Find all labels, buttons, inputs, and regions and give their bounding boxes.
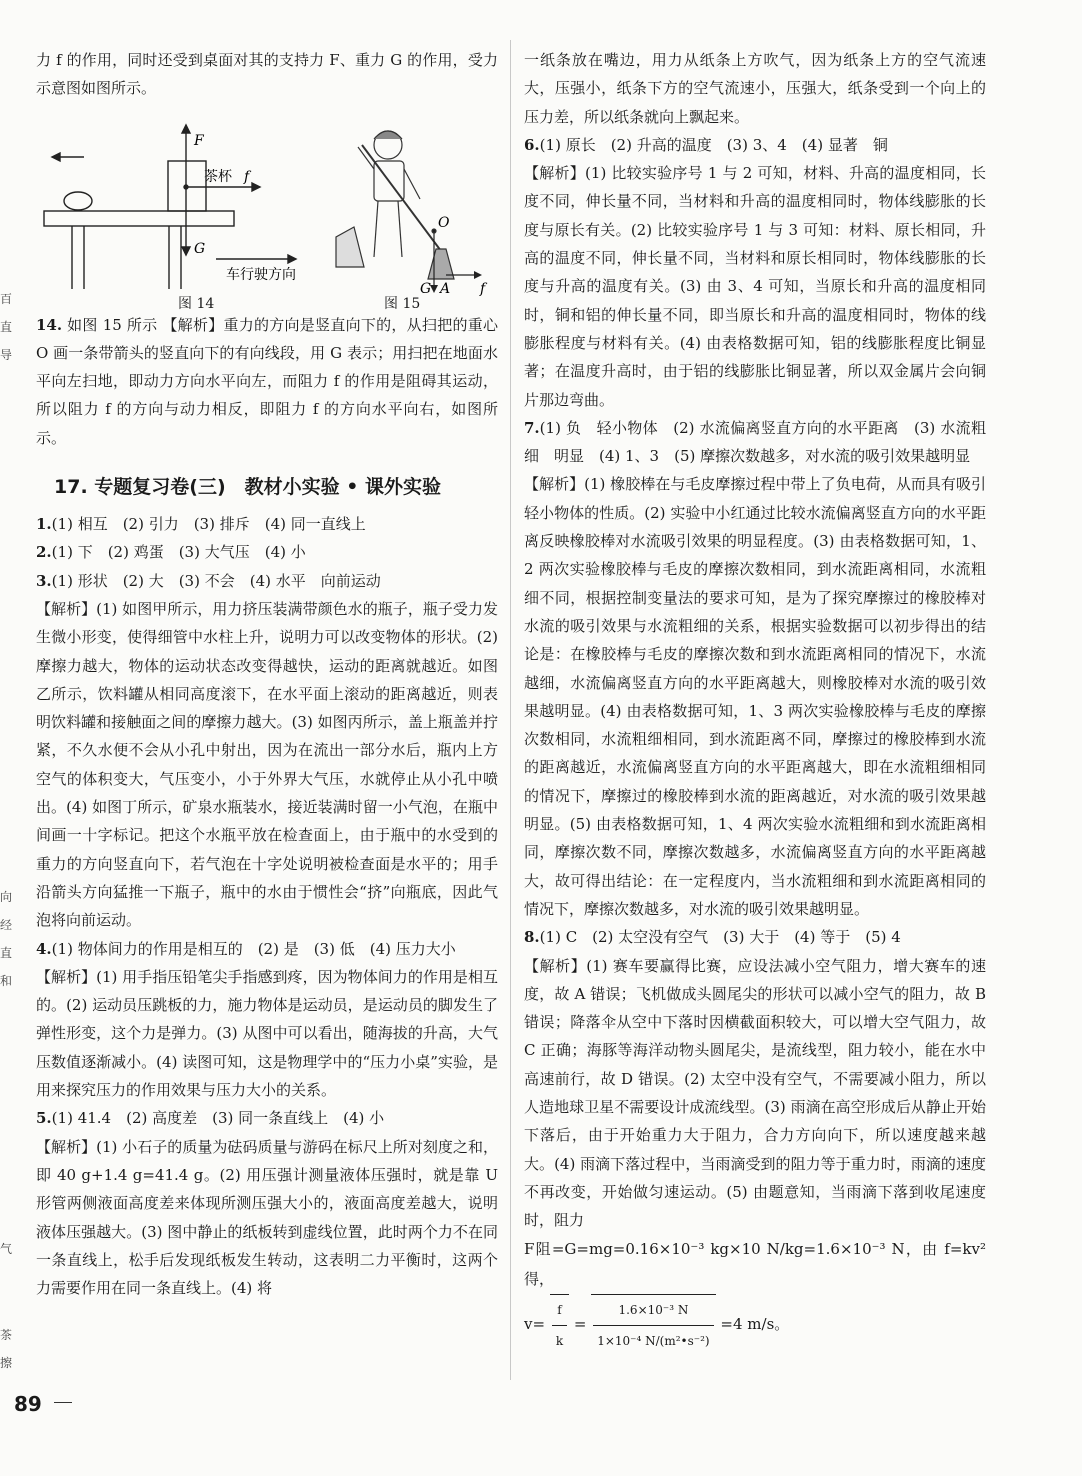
answer-text: 如图 15 所示 【解析】重力的方向是竖直向下的，从扫把的重心 O 画一条带箭头的竖直向下的有向线段，用 G 表示；用扫把在地面水平向左扫地，即动力方向水平向左，而阻力 f 的作用是阻碍其运动，所以阻力 f 的方向与动力相反，即阻力 f 的方向水平向右，如图所示。 bbox=[36, 315, 498, 447]
egg-icon bbox=[64, 192, 92, 210]
margin-char: 直 bbox=[0, 320, 13, 334]
margin-char: 向 bbox=[0, 890, 13, 904]
label-A: A bbox=[440, 280, 451, 297]
fraction bbox=[552, 1295, 567, 1356]
formula-lhs: v= bbox=[524, 1315, 546, 1334]
margin-char: 百 bbox=[0, 292, 13, 306]
sqrt-symbol bbox=[550, 1294, 569, 1356]
margin-char: 擦 bbox=[0, 1356, 13, 1370]
fraction-numerator: f bbox=[552, 1295, 567, 1326]
answer-3 bbox=[36, 567, 498, 595]
dustpan-icon bbox=[336, 227, 364, 267]
figure-14-15 bbox=[36, 109, 498, 309]
answer-text: (1) 41.4 (2) 高度差 (3) 同一条直线上 (4) 小 bbox=[51, 1109, 385, 1128]
answer-2 bbox=[36, 538, 498, 566]
intro-text: 力 f 的作用，同时还受到桌面对其的支持力 F、重力 G 的作用，受力示意图如图所示。 bbox=[36, 51, 498, 98]
question-number: 7. bbox=[524, 418, 540, 437]
fraction-numerator: 1.6×10⁻³ N bbox=[593, 1295, 713, 1326]
question-number: 5. bbox=[36, 1109, 52, 1128]
margin-char: 气 bbox=[0, 1242, 13, 1256]
answer-text: (1) 相互 (2) 引力 (3) 排斥 (4) 同一直线上 bbox=[51, 515, 366, 534]
answer-7 bbox=[524, 414, 986, 471]
label-direction: 车行驶方向 bbox=[226, 266, 296, 283]
analysis-8: 【解析】(1) 赛车要赢得比赛，应设法减小空气阻力，增大赛车的速度，故 A 错误；飞机做成头圆尾尖的形状可以减小空气的阻力，故 B 错误；降落伞从空中下落时因横截面积较大，可以增大空气阻力，故 C 正确；海豚等海洋动物头圆尾尖，是流线型，阻力较小，能在水中高速前行，故 D 错误。(2) 太空中没有空气，不需要减小阻力，所以人造地球卫星不需要设计成流线型。(3) 雨滴在高空形成后从静止开始下落后，由于开始重力大于阻力，合力方向向下，所以速度越来越大。(4) 雨滴下落过程中，当雨滴受到的阻力等于重力时，雨滴的速度不再改变，开始做匀速运动。(5) 由题意知，当雨滴下落到收尾速度时，阻力 bbox=[524, 956, 986, 1230]
analysis-3: 【解析】(1) 如图甲所示，用力挤压装满带颜色水的瓶子，瓶子受力发生微小形变，使得细管中水柱上升，说明力可以改变物体的形状。(2) 摩擦力越大，物体的运动状态改变得越快，运动的距离就越近。如图乙所示，饮料罐从相同高度滚下，在水平面上滚动的距离越近，则表明饮料罐和接触面之间的摩擦力越大。(3) 如图丙所示，盖上瓶盖并拧紧，不久水便不会从小孔中射出，因为在流出一部分水后，瓶内上方空气的体积变大，气压变小，小于外界大气压，水就停止从小孔中喷出。(4) 如图丁所示，矿泉水瓶装水，接近装满时留一小气泡，在瓶中间画一十字标记。把这个水瓶平放在检查面上，由于瓶中的水受到的重力的方向竖直向下，若气泡在十字处说明被检查面是水平的；用手沿箭头方向猛推一下瓶子，瓶中的水由于惯性会“挤”向瓶底，因此气泡将向前运动。 bbox=[36, 599, 498, 930]
fraction-denominator: k bbox=[555, 1334, 564, 1349]
right-column bbox=[524, 46, 986, 1356]
label-f15: f bbox=[480, 280, 486, 297]
question-number: 4. bbox=[36, 939, 52, 958]
question-number: 14. bbox=[36, 315, 63, 334]
answer-6 bbox=[524, 131, 986, 159]
answer-1 bbox=[36, 510, 498, 538]
page-number: 89 bbox=[14, 1392, 42, 1416]
figures bbox=[36, 109, 498, 312]
fraction-denominator: 1×10⁻⁴ N/(m²•s⁻²) bbox=[597, 1334, 710, 1349]
column-divider bbox=[510, 40, 511, 1380]
margin-char: 直 bbox=[0, 946, 13, 960]
answer-8 bbox=[524, 923, 986, 951]
figure-15-caption: 图 15 bbox=[384, 295, 421, 312]
figure-15 bbox=[336, 131, 482, 293]
table-top bbox=[44, 211, 234, 226]
sqrt-symbol bbox=[591, 1294, 715, 1356]
question-number: 1. bbox=[36, 515, 52, 534]
label-F: F bbox=[194, 132, 204, 149]
analysis-7: 【解析】(1) 橡胶棒在与毛皮摩擦过程中带上了负电荷，从而具有吸引轻小物体的性质。(2) 实验中小红通过比较水流偏离竖直方向的水平距离反映橡胶棒对水流吸引效果的明显程度。(3) 由表格数据可知，1、2 两次实验橡胶棒与毛皮的摩擦次数相同，到水流距离相同，水流粗细不同，根据控制变量法的要求可知，是为了探究摩擦过的橡胶棒对水流的吸引效果与水流粗细的关系，根据实验数据可以初步得出的结论是：在橡胶棒与毛皮的摩擦次数和到水流距离相同的情况下，水流越细，水流偏离竖直方向的水平距离越大，则橡胶棒对水流的吸引效果越明显。(4) 由表格数据可知，1、3 两次实验橡胶棒与毛皮的摩擦次数相同，水流粗细相同，到水流距离不同，摩擦过的橡胶棒到水流的距离越近，水流偏离竖直方向的水平距离越大，即在水流粗细相同的情况下，摩擦过的橡胶棒到水流的距离越近，对水流的吸引效果越明显。(5) 由表格数据可知，1、4 两次实验水流粗细和到水流距离相同，摩擦次数不同，摩擦次数越多，水流偏离竖直方向的水平距离越大，故可得出结论：在一定程度内，当水流粗细和到水流距离相同的情况下，摩擦次数越多，对水流的吸引效果越明显。 bbox=[524, 475, 986, 918]
formula-line-2: v= $\frac{f}{k}$ = $\frac{\text{1.6×10⁻³ N}}{\text{1×10⁻⁴ N/(m²•s⁻²)}}$ =4 m/s。 bbox=[524, 1294, 986, 1356]
margin-char: 经 bbox=[0, 918, 13, 932]
answer-text: (1) 物体间力的作用是相互的 (2) 是 (3) 低 (4) 压力大小 bbox=[51, 939, 456, 958]
section-title: 17. 专题复习卷(三) 教材小实验 • 课外实验 bbox=[54, 476, 442, 499]
formula-rhs: =4 m/s。 bbox=[720, 1315, 790, 1334]
left-column bbox=[36, 46, 498, 1302]
analysis-4: 【解析】(1) 用手指压铅笔尖手指感到疼，因为物体间力的作用是相互的。(2) 运动员压跳板的力，施力物体是运动员，是运动员的脚发生了弹性形变，这个力是弹力。(3) 从图中可以看出，随海拔的升高，大气压数值逐渐减小。(4) 读图可知，这是物理学中的“压力小桌”实验，是用来探究压力的作用效果与压力大小的关系。 bbox=[36, 967, 498, 1100]
question-number: 6. bbox=[524, 135, 540, 154]
answer-text: (1) 原长 (2) 升高的温度 (3) 3、4 (4) 显著 铜 bbox=[539, 135, 888, 154]
figure-14 bbox=[44, 125, 296, 289]
broom-handle bbox=[362, 145, 444, 255]
label-G15: G bbox=[420, 280, 432, 297]
question-number: 2. bbox=[36, 543, 52, 562]
page-number-dash bbox=[54, 1402, 72, 1403]
answer-text: (1) C (2) 太空没有空气 (3) 大于 (4) 等于 (5) 4 bbox=[539, 928, 901, 947]
answer-5 bbox=[36, 1104, 498, 1132]
arrowhead-icon bbox=[52, 153, 60, 161]
continued-text: 一纸条放在嘴边，用力从纸条上方吹气，因为纸条上方的空气流速大，压强小，纸条下方的空气流速小，压强大，纸条受到一个向上的压力差，所以纸条就向上飘起来。 bbox=[524, 51, 986, 126]
answer-text: (1) 形状 (2) 大 (3) 不会 (4) 水平 向前运动 bbox=[51, 571, 381, 590]
question-number: 3. bbox=[36, 571, 52, 590]
question-number: 8. bbox=[524, 928, 540, 947]
label-O: O bbox=[438, 214, 450, 231]
figure-14-caption: 图 14 bbox=[178, 295, 215, 312]
answer-14 bbox=[36, 311, 498, 452]
margin-char: 茶 bbox=[0, 1328, 13, 1342]
formula-line-1: F阻=G=mg=0.16×10⁻³ kg×10 N/kg=1.6×10⁻³ N，由 f=kv² 得， bbox=[524, 1240, 986, 1289]
analysis-5: 【解析】(1) 小石子的质量为砝码质量与游码在标尺上所对刻度之和，即 40 g+1.4 g=41.4 g。(2) 用压强计测量液体压强时，就是靠 U 形管两侧液面高度差来体现所测压强大小的，液面高度差越大，说明液体压强越大。(3) 图中静止的纸板转到虚线位置，此时两个力不在同一条直线上，松手后发现纸板发生转动，这表明二力平衡时，这两个力需要作用在同一条直线上。(4) 将 bbox=[36, 1137, 498, 1298]
answer-text: (1) 负 轻小物体 (2) 水流偏离竖直方向的水平距离 (3) 水流粗细 明显 (4) 1、3 (5) 摩擦次数越多，对水流的吸引效果越明显 bbox=[524, 418, 986, 466]
margin-char: 和 bbox=[0, 974, 13, 988]
answer-text: (1) 下 (2) 鸡蛋 (3) 大气压 (4) 小 bbox=[51, 543, 306, 562]
label-cup: 茶杯 bbox=[204, 168, 232, 185]
label-G: G bbox=[194, 240, 206, 257]
fraction bbox=[593, 1295, 713, 1356]
analysis-6: 【解析】(1) 比较实验序号 1 与 2 可知，材料、升高的温度相同，长度不同，伸长量不同，当材料和升高的温度相同时，物体线膨胀的长度与原长有关。(2) 比较实验序号 1 与 3 可知：材料、原长相同，升高的温度不同，伸长量不同，当材料和原长相同时，物体线膨胀的长度与升高的温度有关。(3) 由 3、4 可知，当原长和升高的温度相同时，铜和铝的伸长量不同，即当原长和升高的温度相同时，物体的线膨胀程度与材料有关。(4) 由表格数据可知，铝的线膨胀程度比铜显著；在温度升高时，由于铝的线膨胀比铜显著，所以双金属片会向铜片那边弯曲。 bbox=[524, 164, 986, 409]
answer-4 bbox=[36, 935, 498, 963]
label-f: f bbox=[244, 168, 250, 185]
margin-char: 导 bbox=[0, 348, 13, 362]
